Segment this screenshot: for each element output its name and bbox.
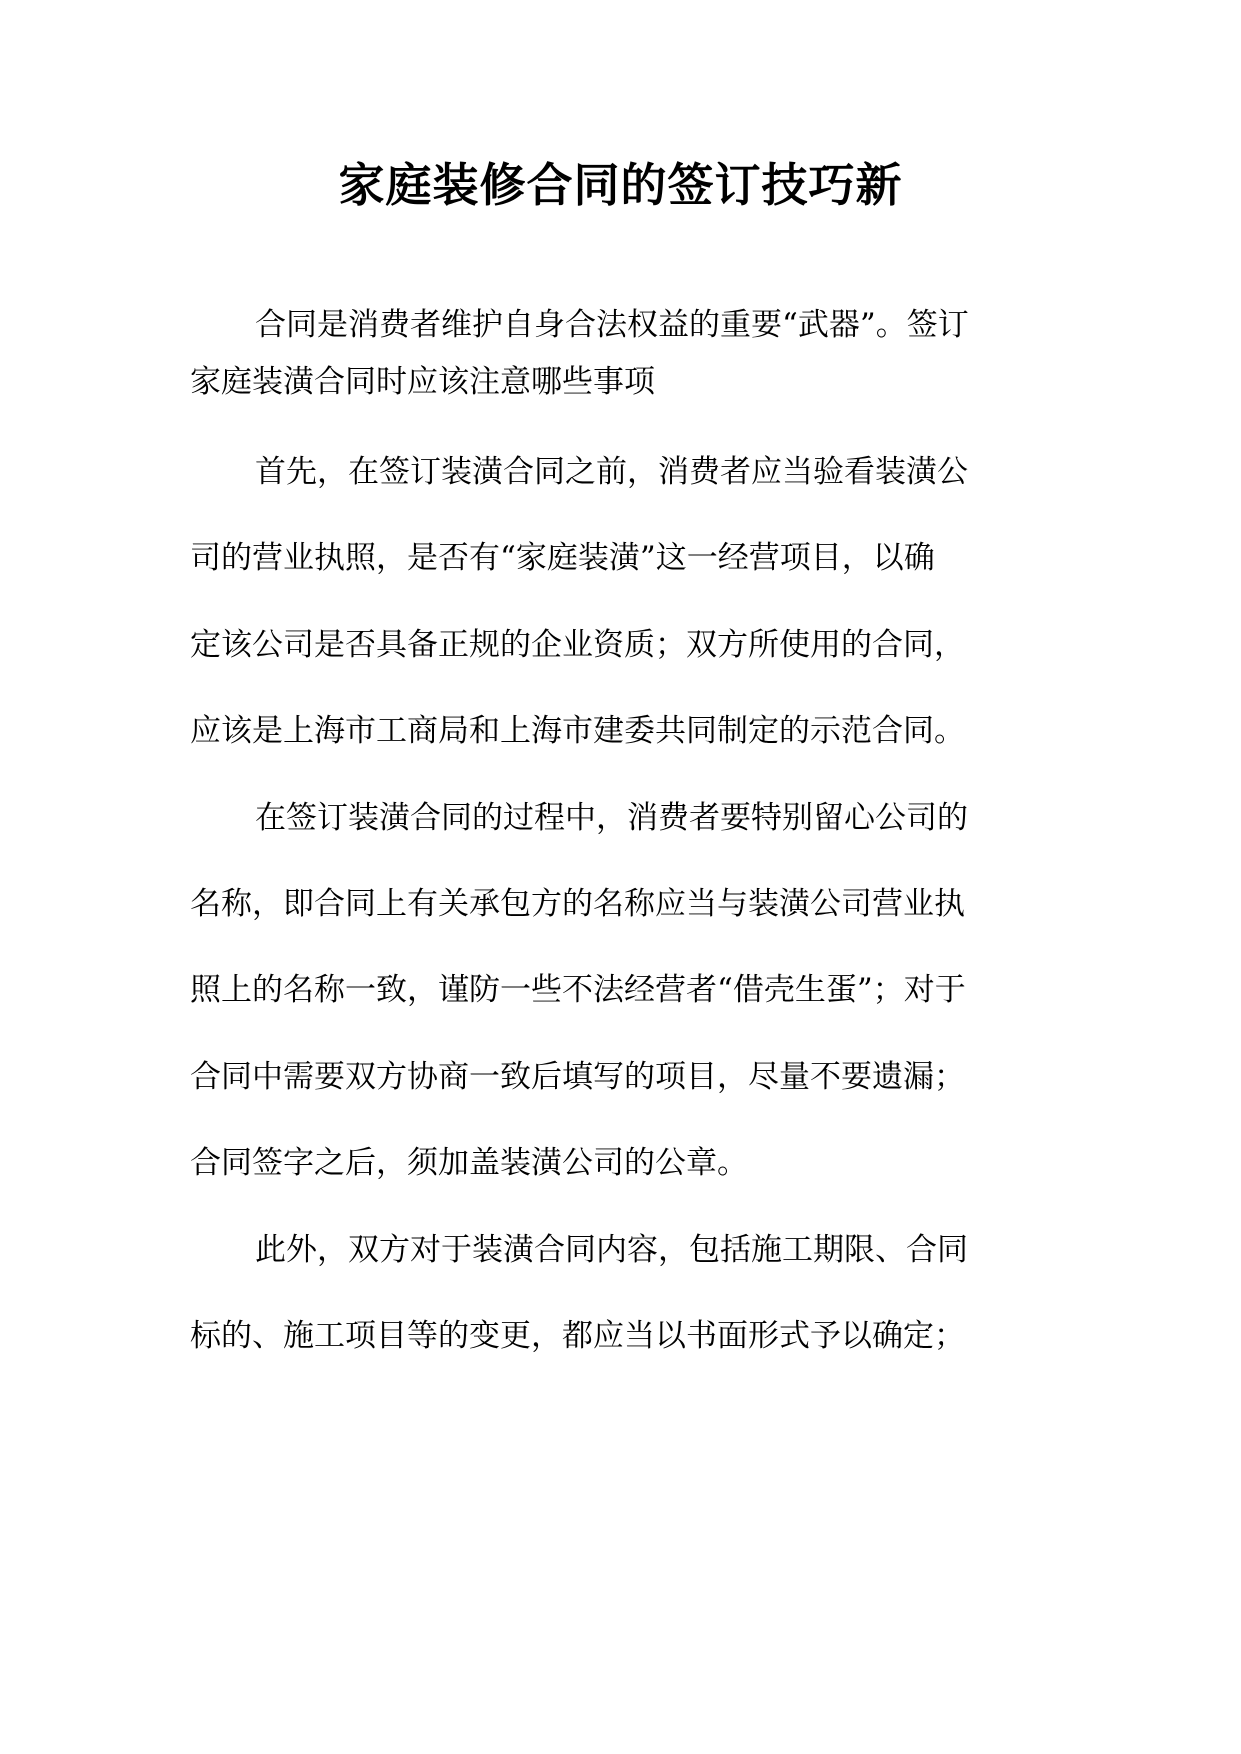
paragraph-2-line-2: 司的营业执照，是否有“家庭装潢”这一经营项目，以确 — [190, 540, 935, 576]
paragraph-4-line-1: 此外，双方对于装潢合同内容，包括施工期限、合同 — [255, 1232, 968, 1268]
paragraph-3-line-1: 在签订装潢合同的过程中，消费者要特别留心公司的 — [255, 800, 968, 836]
paragraph-1-line-1: 合同是消费者维护自身合法权益的重要“武器”。签订 — [255, 307, 969, 343]
paragraph-2-line-1: 首先，在签订装潢合同之前，消费者应当验看装潢公 — [255, 454, 968, 490]
paragraph-3-line-4: 合同中需要双方协商一致后填写的项目，尽量不要遗漏； — [190, 1059, 965, 1095]
paragraph-1-line-2: 家庭装潢合同时应该注意哪些事项 — [190, 364, 655, 400]
paragraph-3-line-5: 合同签字之后，须加盖装潢公司的公章。 — [190, 1145, 748, 1181]
paragraph-4-line-2: 标的、施工项目等的变更，都应当以书面形式予以确定； — [190, 1318, 965, 1354]
paragraph-2-line-3: 定该公司是否具备正规的企业资质；双方所使用的合同， — [190, 627, 965, 663]
paragraph-3-line-2: 名称，即合同上有关承包方的名称应当与装潢公司营业执 — [190, 886, 965, 922]
document-title: 家庭装修合同的签订技巧新 — [338, 158, 903, 212]
paragraph-2-line-4: 应该是上海市工商局和上海市建委共同制定的示范合同。 — [190, 713, 965, 749]
paragraph-3-line-3: 照上的名称一致，谨防一些不法经营者“借壳生蛋”；对于 — [190, 972, 966, 1008]
